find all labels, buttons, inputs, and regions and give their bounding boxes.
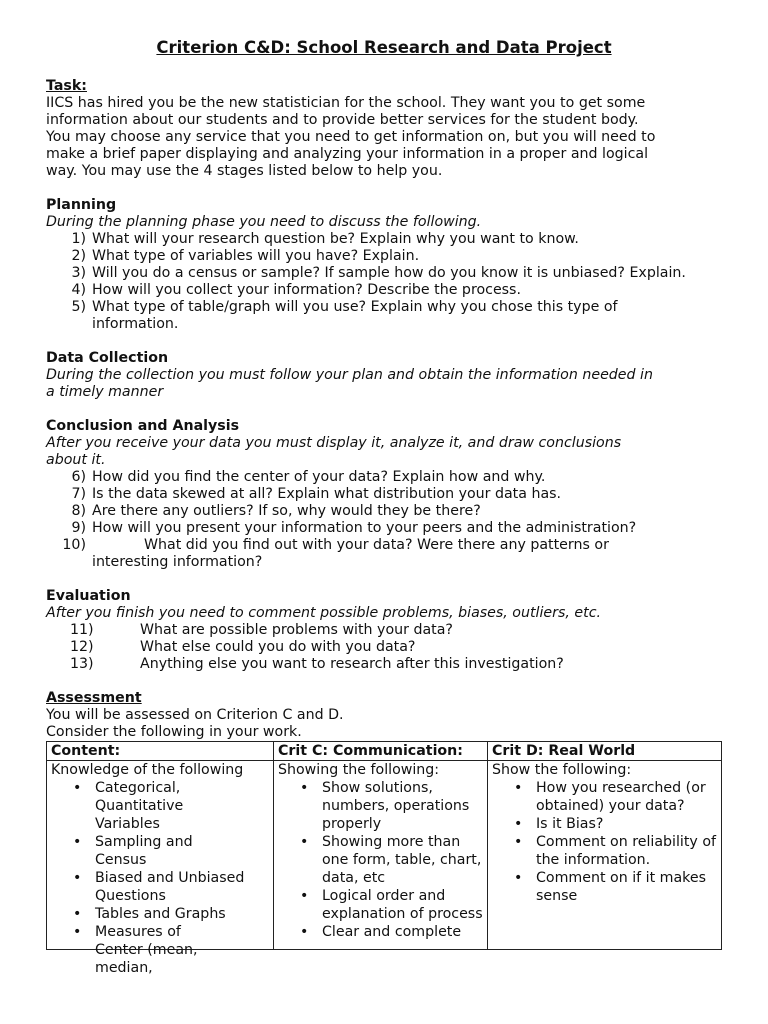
- item-text: What are possible problems with your data?: [140, 622, 453, 638]
- list-item: [46, 265, 722, 282]
- item-number: 2): [71, 248, 86, 264]
- item-text: What did you find out with your data? Were there any patterns or interesting information?: [92, 537, 609, 570]
- item-number: 6): [71, 469, 86, 485]
- conclusion-list: [46, 469, 722, 571]
- conclusion-intro-line: about it.: [46, 452, 106, 468]
- bullet-item: • Show solutions, numbers, operations properly: [322, 779, 483, 833]
- cell-intro: Showing the following:: [278, 762, 440, 778]
- item-number: 5): [71, 299, 86, 315]
- task-line: You may choose any service that you need to get information on, but you will need to: [46, 129, 656, 145]
- item-number: 8): [71, 503, 86, 519]
- item-text: Anything else you want to research after this investigation?: [140, 656, 564, 672]
- evaluation-intro: After you finish you need to comment possible problems, biases, outliers, etc.: [46, 605, 602, 621]
- item-text: Will you do a census or sample? If sample how do you know it is unbiased? Explain.: [92, 265, 686, 281]
- list-item: [46, 299, 722, 333]
- evaluation-section: [46, 588, 722, 673]
- conclusion-heading: Conclusion and Analysis: [46, 418, 240, 434]
- real-world-bullets: [492, 779, 717, 905]
- bullet-item: • Comment on if it makes sense: [536, 869, 717, 905]
- table-header-row: [47, 742, 722, 761]
- evaluation-list: [46, 622, 722, 673]
- cell-intro: Knowledge of the following: [51, 762, 244, 778]
- assessment-line: Consider the following in your work.: [46, 724, 302, 740]
- item-text: How did you find the center of your data? Explain how and why.: [92, 469, 546, 485]
- content-bullets: [51, 779, 269, 977]
- item-text: What else could you do with you data?: [140, 639, 416, 655]
- bullet-item: • Comment on reliability of the information.: [536, 833, 717, 869]
- list-item: [46, 503, 722, 520]
- communication-cell: [274, 761, 488, 950]
- collection-heading: Data Collection: [46, 350, 169, 366]
- list-item: [46, 231, 722, 248]
- collection-intro-line: During the collection you must follow your plan and obtain the information needed in: [46, 367, 653, 383]
- assessment-section: [46, 690, 722, 976]
- list-item: [46, 486, 722, 503]
- assessment-table: [46, 741, 722, 976]
- evaluation-heading: Evaluation: [46, 588, 131, 604]
- collection-section: [46, 350, 722, 401]
- bullet-item: • Sampling and Census: [95, 833, 269, 869]
- planning-heading: Planning: [46, 197, 117, 213]
- list-item: [46, 282, 722, 299]
- real-world-cell: [488, 761, 722, 950]
- item-number: 13): [70, 656, 94, 672]
- list-item: [46, 469, 722, 486]
- item-text: Is the data skewed at all? Explain what distribution your data has.: [92, 486, 562, 502]
- item-text: How will you collect your information? Describe the process.: [92, 282, 521, 298]
- bullet-item: • Tables and Graphs: [95, 905, 269, 923]
- assessment-line: You will be assessed on Criterion C and D.: [46, 707, 344, 723]
- list-item: [46, 656, 722, 673]
- planning-section: [46, 197, 722, 333]
- table-header-cell: Crit C: Communication:: [274, 742, 488, 761]
- conclusion-section: [46, 418, 722, 571]
- table-row: [47, 761, 722, 950]
- task-section: [46, 78, 722, 180]
- item-number: 9): [71, 520, 86, 536]
- task-line: information about our students and to provide better services for the student body.: [46, 112, 639, 128]
- bullet-item: • How you researched (or obtained) your data?: [536, 779, 717, 815]
- collection-intro-line: a timely manner: [46, 384, 164, 400]
- list-item: [46, 537, 722, 571]
- conclusion-intro-line: After you receive your data you must display it, analyze it, and draw conclusions: [46, 435, 622, 451]
- task-line: way. You may use the 4 stages listed below to help you.: [46, 163, 443, 179]
- list-item: [46, 520, 722, 537]
- bullet-item: • Logical order and explanation of process: [322, 887, 483, 923]
- bullet-item: • Showing more than one form, table, chart, data, etc: [322, 833, 483, 887]
- bullet-item: • Biased and Unbiased Questions: [95, 869, 269, 905]
- item-number: 10): [62, 537, 86, 553]
- item-number: 3): [71, 265, 86, 281]
- bullet-item: • Categorical, Quantitative Variables: [95, 779, 269, 833]
- task-line: make a brief paper displaying and analyzing your information in a proper and logical: [46, 146, 649, 162]
- table-header-cell: Crit D: Real World: [488, 742, 722, 761]
- bullet-item: • Clear and complete: [322, 923, 483, 941]
- list-item: [46, 622, 722, 639]
- assessment-heading: Assessment: [46, 690, 142, 706]
- item-text: How will you present your information to your peers and the administration?: [92, 520, 637, 536]
- item-text: Are there any outliers? If so, why would they be there?: [92, 503, 481, 519]
- content-cell: [47, 761, 274, 976]
- bullet-item: • Is it Bias?: [536, 815, 717, 833]
- table-header-cell: Content:: [47, 742, 274, 761]
- bullet-item: • Measures of Center (mean, median,: [95, 923, 269, 977]
- page-title: Criterion C&D: School Research and Data Project: [156, 38, 612, 57]
- item-number: 1): [71, 231, 86, 247]
- item-text: What type of table/graph will you use? Explain why you chose this type of information.: [92, 299, 618, 332]
- task-heading: Task:: [46, 78, 87, 94]
- list-item: [46, 639, 722, 656]
- cell-intro: Show the following:: [492, 762, 632, 778]
- planning-list: [46, 231, 722, 333]
- list-item: [46, 248, 722, 265]
- planning-intro: During the planning phase you need to discuss the following.: [46, 214, 482, 230]
- item-number: 4): [71, 282, 86, 298]
- communication-bullets: [278, 779, 483, 941]
- item-number: 11): [70, 622, 94, 638]
- item-text: What will your research question be? Explain why you want to know.: [92, 231, 579, 247]
- item-number: 12): [70, 639, 94, 655]
- item-number: 7): [71, 486, 86, 502]
- item-text: What type of variables will you have? Explain.: [92, 248, 420, 264]
- task-line: IICS has hired you be the new statistician for the school. They want you to get some: [46, 95, 646, 111]
